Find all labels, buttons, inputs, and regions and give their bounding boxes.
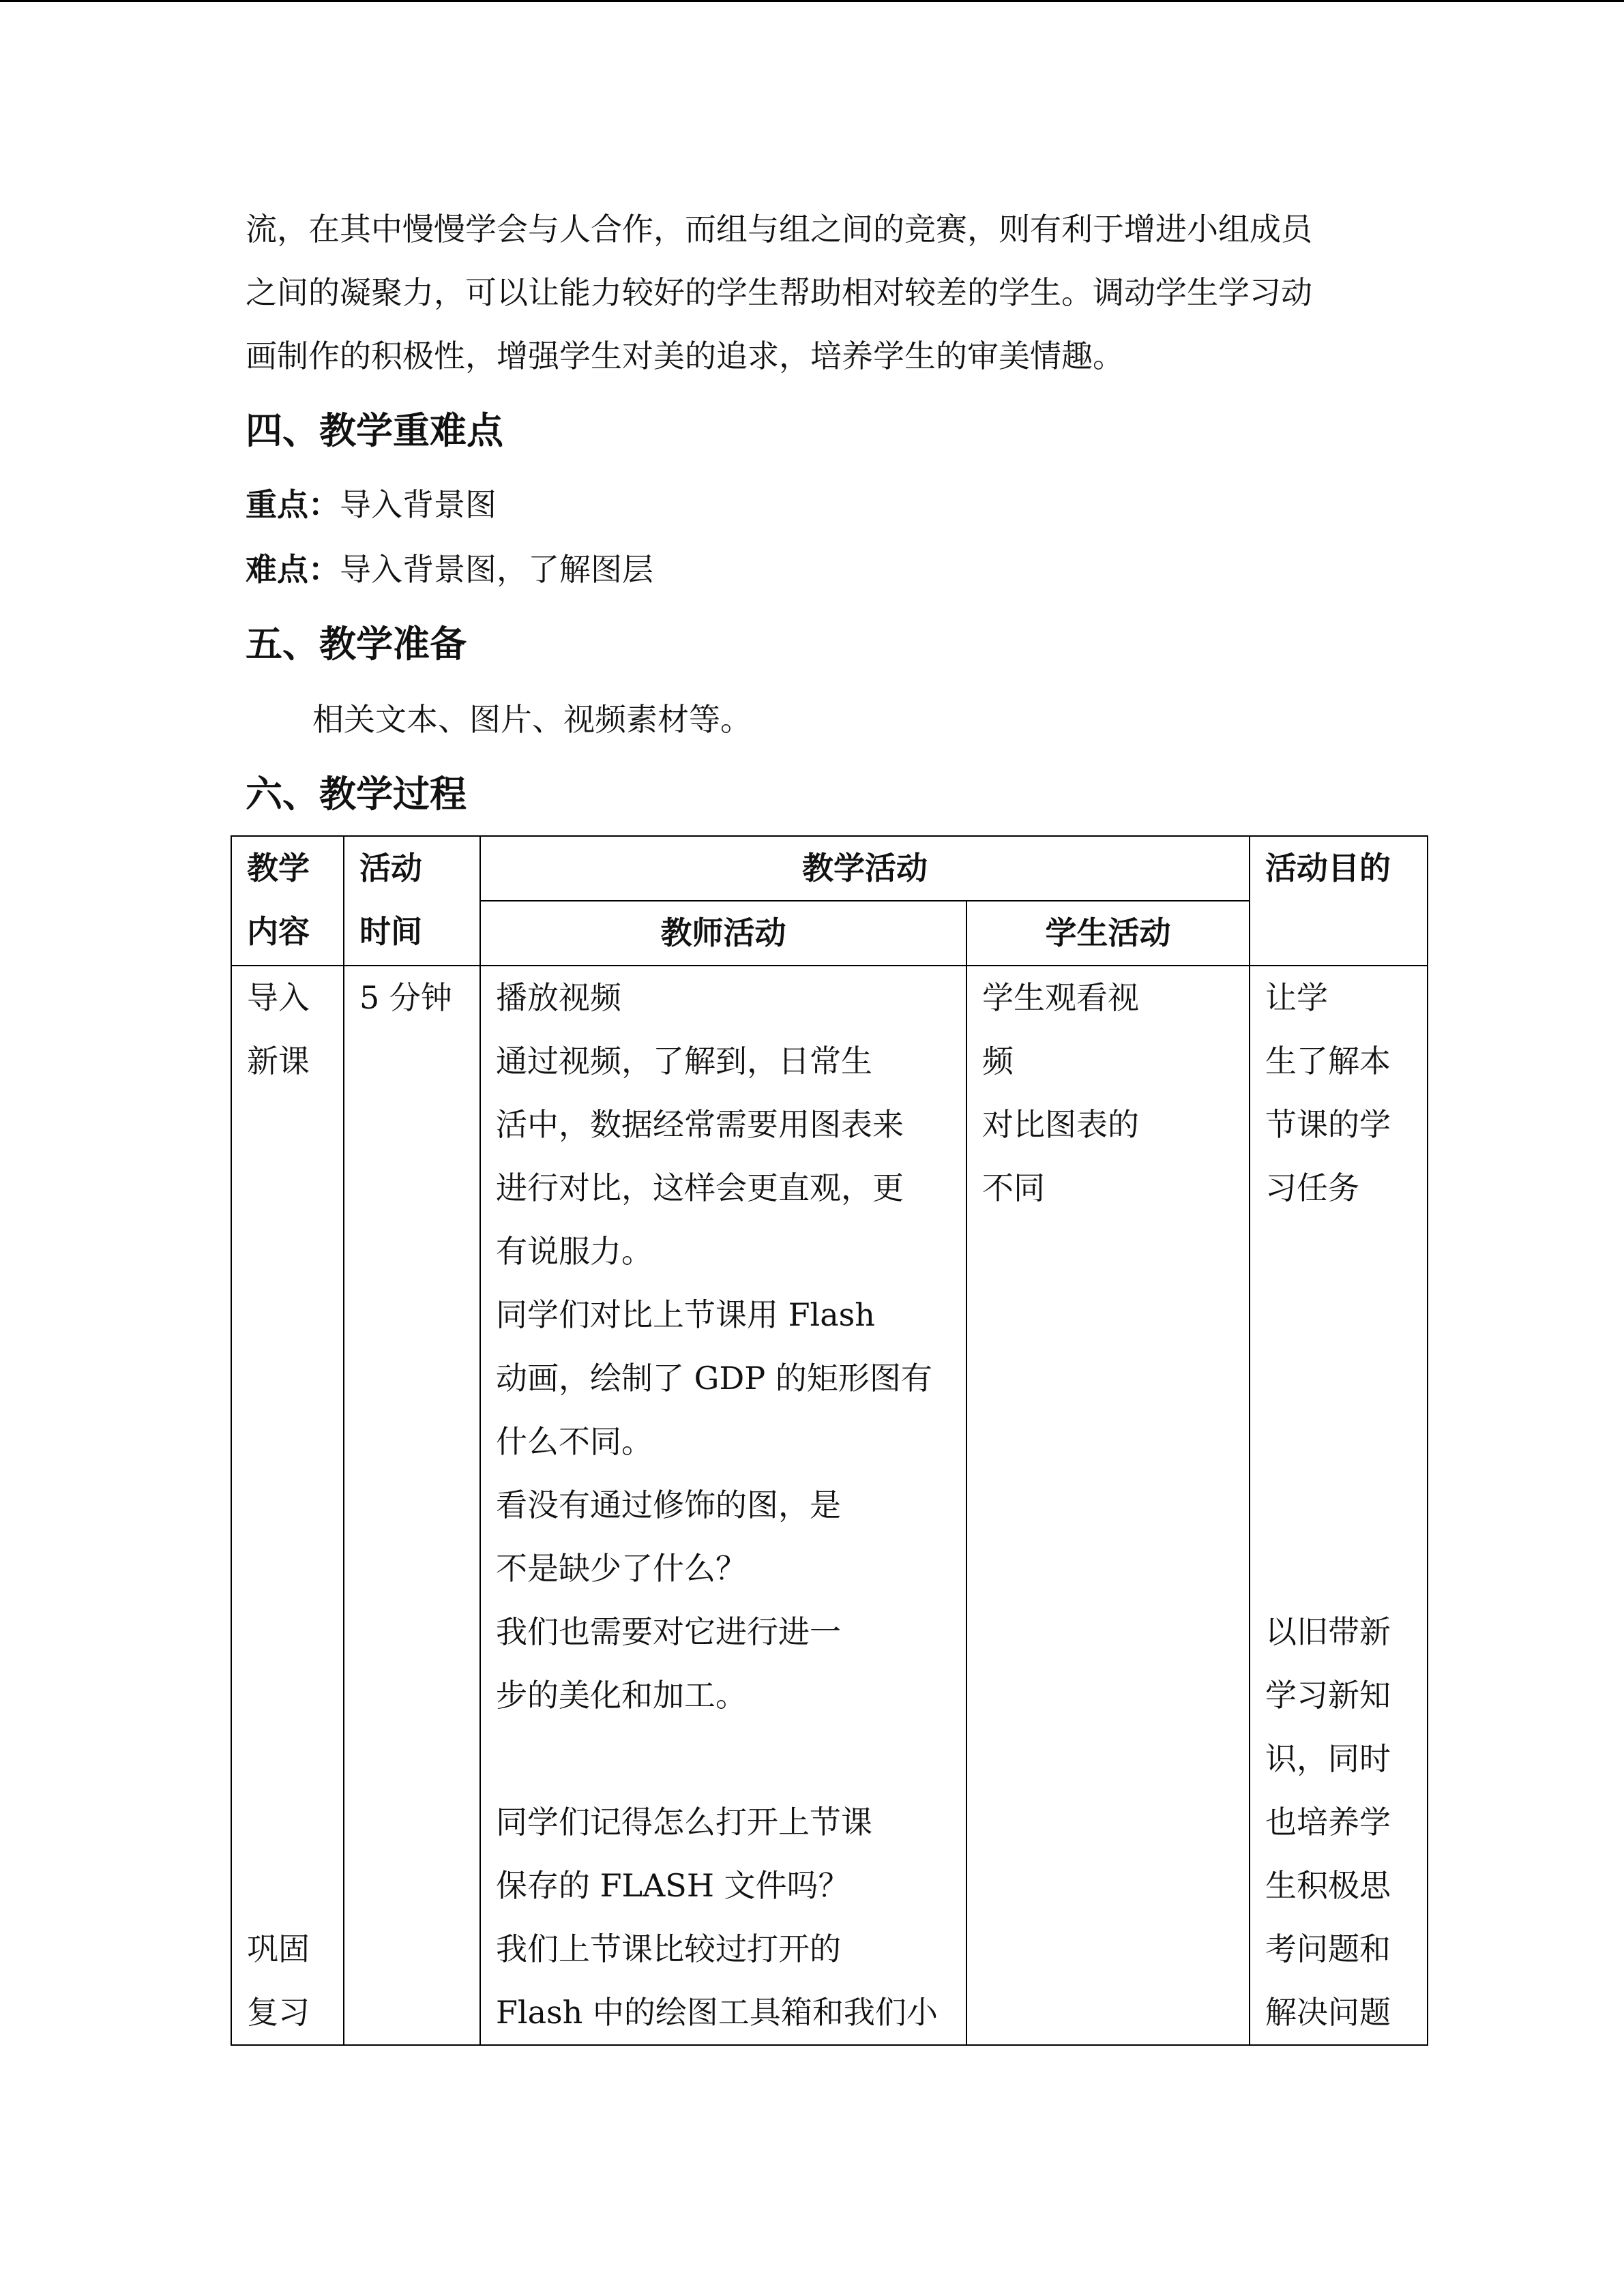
teacher-line: 步的美化和加工。 (496, 1677, 747, 1714)
lesson-process-table (231, 835, 1428, 2046)
content-line: 新课 (247, 1043, 310, 1079)
header-content-line-1: 教学 (247, 850, 310, 886)
purpose-line: 让学 (1265, 979, 1328, 1016)
key-point-label: 重点： (246, 486, 340, 523)
intro-line-3: 画制作的积极性，增强学生对美的追求，培养学生的审美情趣。 (246, 338, 1124, 374)
header-student-activity: 学生活动 (966, 901, 1250, 966)
content-lines (247, 966, 328, 2044)
content-line (247, 1093, 328, 1157)
cell-teacher (480, 966, 966, 2045)
purpose-line: 以旧带新 (1265, 1613, 1391, 1650)
teacher-line: Flash 中的绘图工具箱和我们小 (496, 1994, 938, 2031)
content-line (247, 1600, 328, 1664)
teacher-line: 我们上节课比较过打开的 (496, 1930, 841, 1967)
content-line (247, 1727, 328, 1791)
purpose-line (1265, 1410, 1412, 1474)
section-5-heading: 五、教学准备 (246, 623, 467, 666)
purpose-line (1265, 1474, 1412, 1537)
student-line: 学生观看视 (982, 979, 1139, 1016)
content-line (247, 1854, 328, 1918)
teacher-line: 什么不同。 (496, 1423, 653, 1460)
content-line (247, 1347, 328, 1410)
cell-time (344, 966, 480, 2045)
content-line (247, 1283, 328, 1347)
teacher-line: 活中，数据经常需要用图表来 (496, 1106, 904, 1143)
content-line: 复习 (247, 1994, 310, 2031)
purpose-lines (1265, 966, 1412, 2044)
teacher-line: 保存的 FLASH 文件吗？ (496, 1867, 850, 1904)
header-time-line-2: 时间 (359, 913, 422, 950)
purpose-line: 生了解本 (1265, 1043, 1391, 1079)
time-value: 5 分钟 (359, 979, 452, 1016)
content-line: 导入 (247, 979, 310, 1016)
header-content (231, 836, 344, 966)
purpose-line: 考问题和 (1265, 1930, 1391, 1967)
difficult-point-label: 难点： (246, 551, 340, 588)
purpose-line: 解决问题 (1265, 1994, 1391, 2031)
teacher-line: 播放视频 (496, 979, 621, 1016)
student-lines (982, 966, 1234, 1220)
key-point-value: 导入背景图 (340, 486, 497, 523)
purpose-line: 节课的学 (1265, 1106, 1391, 1143)
content-line: 巩固 (247, 1930, 310, 1967)
cell-content (231, 966, 344, 2045)
purpose-line: 生积极思 (1265, 1867, 1391, 1904)
header-time (344, 836, 480, 966)
section-6-heading: 六、教学过程 (246, 773, 467, 816)
student-line: 对比图表的 (982, 1106, 1139, 1143)
student-line: 不同 (982, 1169, 1045, 1206)
purpose-line (1265, 1220, 1412, 1283)
content-line (247, 1157, 328, 1220)
header-content-line-2: 内容 (247, 913, 310, 950)
purpose-line (1265, 1347, 1412, 1410)
table-header-row-1 (231, 836, 1428, 901)
teacher-line: 不是缺少了什么？ (496, 1550, 747, 1587)
teacher-line: 动画，绘制了 GDP 的矩形图有 (496, 1360, 932, 1397)
intro-line-2: 之间的凝聚力，可以让能力较好的学生帮助相对较差的学生。调动学生学习动 (246, 274, 1312, 311)
content-line (247, 1220, 328, 1283)
teacher-line: 同学们对比上节课用 Flash (496, 1296, 875, 1333)
purpose-line: 习任务 (1265, 1169, 1359, 1206)
purpose-line (1265, 1537, 1412, 1600)
intro-paragraph (246, 198, 1378, 388)
content-line (247, 1537, 328, 1600)
purpose-line: 也培养学 (1265, 1804, 1391, 1840)
header-time-line-1: 活动 (359, 850, 422, 886)
section-5-text: 相关文本、图片、视频素材等。 (312, 701, 752, 738)
student-line: 频 (982, 1043, 1014, 1079)
header-purpose: 活动目的 (1250, 836, 1428, 966)
intro-line-1: 流，在其中慢慢学会与人合作，而组与组之间的竞赛，则有利于增进小组成员 (246, 211, 1312, 248)
header-teacher-activity: 教师活动 (480, 901, 966, 966)
key-point-line (246, 477, 497, 532)
teacher-line: 通过视频，了解到，日常生 (496, 1043, 872, 1079)
teacher-line: 同学们记得怎么打开上节课 (496, 1804, 872, 1840)
cell-purpose (1250, 966, 1428, 2045)
purpose-line (1265, 1283, 1412, 1347)
page-top-border (0, 0, 1624, 2)
teacher-line: 进行对比，这样会更直观，更 (496, 1169, 904, 1206)
difficult-point-line (246, 542, 653, 597)
cell-student (966, 966, 1250, 2045)
content-line (247, 1791, 328, 1854)
teacher-lines (496, 966, 951, 2044)
content-line (247, 1410, 328, 1474)
difficult-point-value: 导入背景图，了解图层 (340, 551, 653, 588)
table-row (231, 966, 1428, 2045)
teacher-line (496, 1727, 951, 1791)
teacher-line: 我们也需要对它进行进一 (496, 1613, 841, 1650)
header-teaching-activity: 教学活动 (480, 836, 1250, 901)
section-4-heading: 四、教学重难点 (246, 409, 503, 452)
purpose-line: 识，同时 (1265, 1740, 1391, 1777)
content-line (247, 1474, 328, 1537)
teacher-line: 看没有通过修饰的图，是 (496, 1487, 841, 1523)
content-line (247, 1664, 328, 1727)
teacher-line: 有说服力。 (496, 1233, 653, 1270)
purpose-line: 学习新知 (1265, 1677, 1391, 1714)
